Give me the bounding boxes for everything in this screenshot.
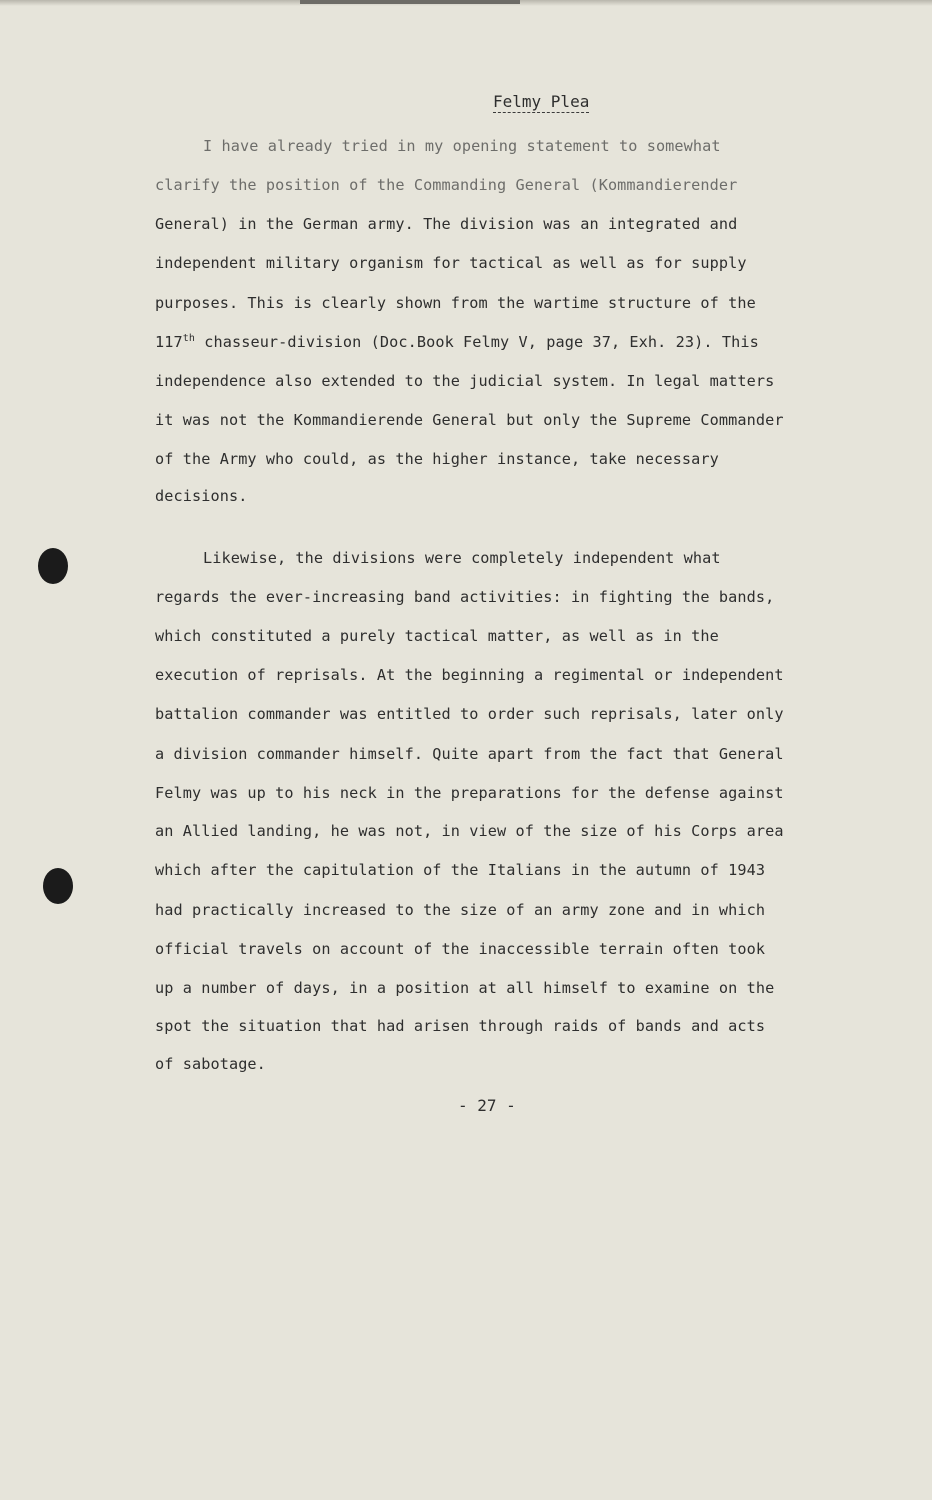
document-title: Felmy Plea <box>493 92 590 111</box>
paragraph-2-line: official travels on account of the inaccessible terrain often took <box>155 940 766 958</box>
paragraph-1-line: General) in the German army. The division was an integrated and <box>155 215 738 233</box>
paragraph-2-line: Likewise, the divisions were completely independent what <box>203 549 721 567</box>
paragraph-1-line: clarify the position of the Commanding General (Kommandierender <box>155 176 738 194</box>
paragraph-1-line: it was not the Kommandierende General but only the Supreme Commander <box>155 411 784 429</box>
paragraph-2-line: a division commander himself. Quite apart from the fact that General <box>155 745 784 763</box>
paragraph-2-line: battalion commander was entitled to order such reprisals, later only <box>155 705 784 723</box>
paragraph-2-line: spot the situation that had arisen through raids of bands and acts <box>155 1017 766 1035</box>
paragraph-2-line: of sabotage. <box>155 1055 266 1073</box>
punch-hole <box>38 548 68 584</box>
line-rest-text: chasseur-division (Doc.Book Felmy V, page 37, Exh. 23). This <box>194 333 759 352</box>
paragraph-1-line: I have already tried in my opening statement to somewhat <box>203 137 721 155</box>
paragraph-1-line: independence also extended to the judicial system. In legal matters <box>155 372 775 390</box>
page-top-mark <box>300 0 520 4</box>
paragraph-2-line: which constituted a purely tactical matter, as well as in the <box>155 627 719 645</box>
paragraph-2-line: Felmy was up to his neck in the preparations for the defense against <box>155 784 784 802</box>
ordinal-superscript: th <box>182 333 195 344</box>
paragraph-1-line: decisions. <box>155 487 248 505</box>
line-number-text: 117 <box>155 333 183 352</box>
paragraph-2-line: an Allied landing, he was not, in view of the size of his Corps area <box>155 822 784 840</box>
paragraph-2-line: up a number of days, in a position at all himself to examine on the <box>155 979 775 997</box>
page-number: - 27 - <box>458 1096 516 1115</box>
paragraph-2-line: regards the ever-increasing band activities: in fighting the bands, <box>155 588 775 606</box>
paragraph-1-line-117th <box>155 333 815 351</box>
paragraph-1-line: purposes. This is clearly shown from the wartime structure of the <box>155 294 756 312</box>
paragraph-1-line: independent military organism for tactical as well as for supply <box>155 254 747 272</box>
paragraph-2-line: had practically increased to the size of an army zone and in which <box>155 901 766 919</box>
paragraph-1-line: of the Army who could, as the higher instance, take necessary <box>155 450 719 468</box>
punch-hole <box>43 868 73 904</box>
paragraph-2-line: which after the capitulation of the Italians in the autumn of 1943 <box>155 861 766 879</box>
paragraph-2-line: execution of reprisals. At the beginning a regimental or independent <box>155 666 784 684</box>
